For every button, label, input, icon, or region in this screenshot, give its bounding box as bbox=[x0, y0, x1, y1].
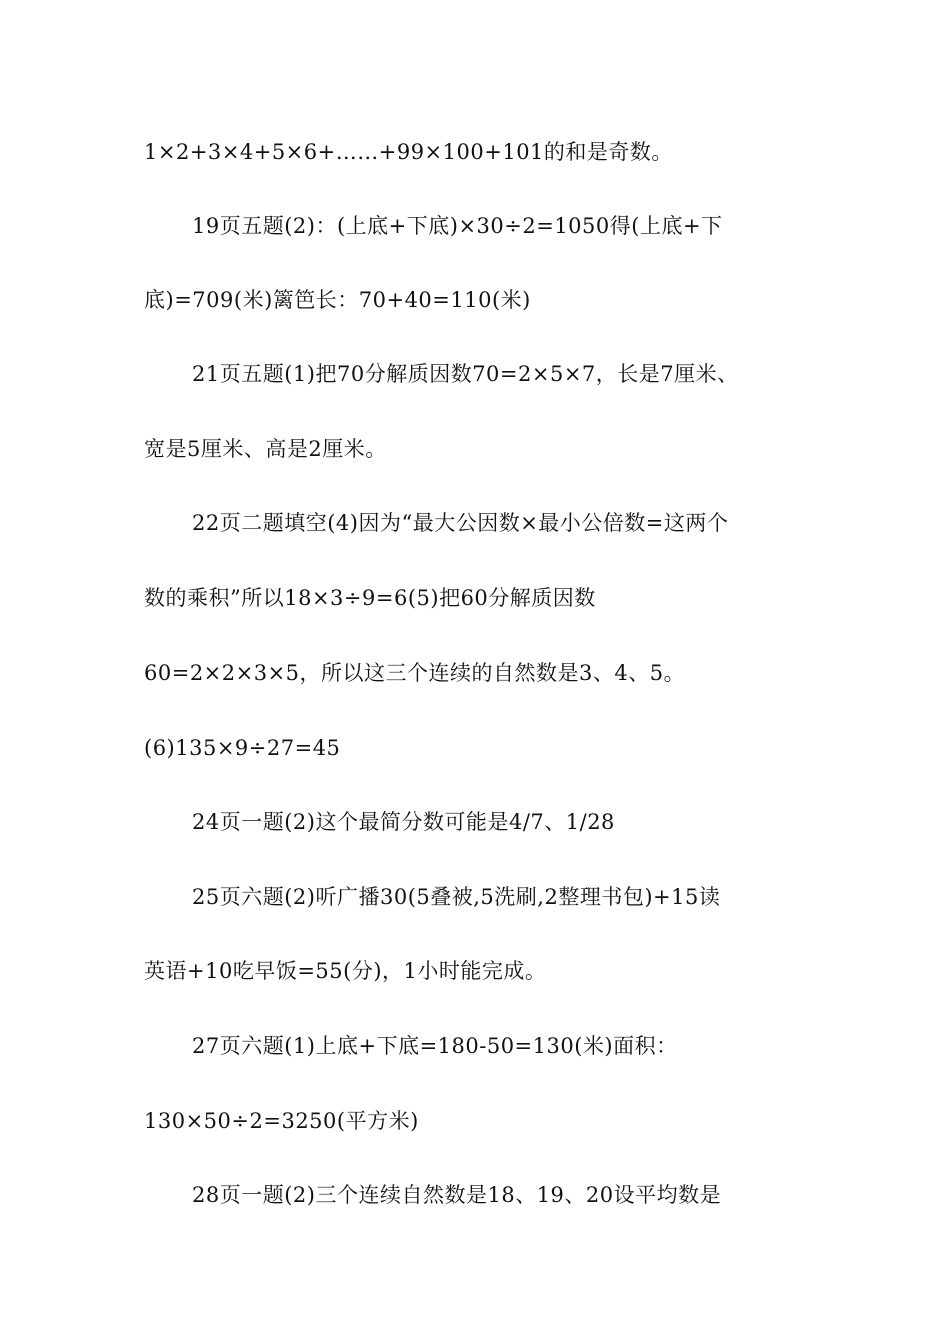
text-line-12: 英语+10吃早饭=55(分)，1小时能完成。 bbox=[144, 959, 547, 983]
text-line-4: 21页五题(1)把70分解质因数70=2×5×7，长是7厘米、 bbox=[192, 362, 739, 386]
text-line-6: 22页二题填空(4)因为“最大公因数×最小公倍数=这两个 bbox=[192, 511, 729, 535]
text-line-13: 27页六题(1)上底+下底=180-50=130(米)面积： bbox=[192, 1034, 678, 1058]
text-line-15: 28页一题(2)三个连续自然数是18、19、20设平均数是 bbox=[192, 1183, 722, 1207]
text-line-7: 数的乘积”所以18×3÷9=6(5)把60分解质因数 bbox=[144, 586, 596, 610]
text-line-2: 19页五题(2)：(上底+下底)×30÷2=1050得(上底+下 bbox=[192, 214, 723, 238]
text-line-3: 底)=709(米)篱笆长：70+40=110(米) bbox=[144, 288, 531, 312]
text-line-11: 25页六题(2)听广播30(5叠被,5洗刷,2整理书包)+15读 bbox=[192, 885, 721, 909]
text-line-8: 60=2×2×3×5，所以这三个连续的自然数是3、4、5。 bbox=[144, 661, 686, 685]
text-line-9: (6)135×9÷27=45 bbox=[144, 736, 341, 760]
text-line-1: 1×2+3×4+5×6+……+99×100+101的和是奇数。 bbox=[144, 140, 673, 164]
text-line-10: 24页一题(2)这个最简分数可能是4/7、1/28 bbox=[192, 810, 615, 834]
text-line-5: 宽是5厘米、高是2厘米。 bbox=[144, 437, 387, 461]
text-line-14: 130×50÷2=3250(平方米) bbox=[144, 1109, 419, 1133]
